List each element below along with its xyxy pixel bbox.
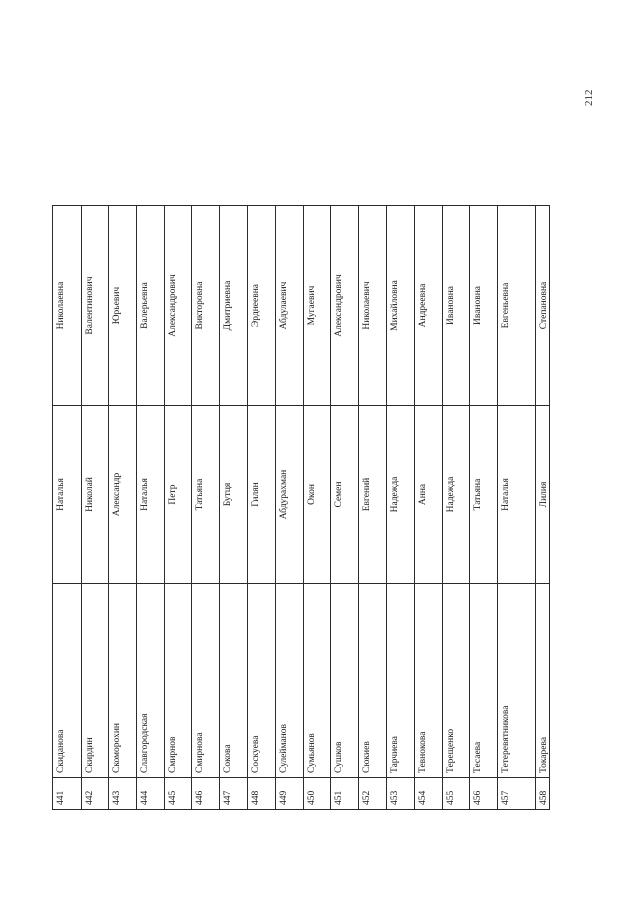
row-number: 454 [415,778,442,810]
last-name: Тесаева [470,584,497,778]
patronymic: Валентинович [82,205,108,406]
last-name: Сушков [331,584,358,778]
row-number: 448 [248,778,275,810]
table-row [497,205,535,810]
patronymic: Михайловна [387,205,414,406]
table-row [469,205,497,810]
table-row [164,205,191,810]
last-name: Сюкиев [359,584,386,778]
patronymic: Мугаевич [304,205,330,406]
patronymic: Эрднеевна [248,205,275,406]
patronymic: Викторовна [192,205,219,406]
first-name: Бутця [220,406,247,584]
table-row [136,205,164,810]
row-number: 450 [304,778,330,810]
patronymic: Степановна [536,205,549,406]
first-name: Татьяна [470,406,497,584]
row-number: 453 [387,778,414,810]
first-name: Евгений [359,406,386,584]
last-name: Соскуева [248,584,275,778]
patronymic: Андреевна [415,205,442,406]
patronymic: Дмитриевна [220,205,247,406]
table-row [275,205,303,810]
first-name: Наталья [53,406,81,584]
last-name: Токарева [536,584,549,778]
row-number: 444 [137,778,164,810]
table-row [81,205,108,810]
table-row [52,205,81,810]
row-number: 441 [53,778,81,810]
table-row [330,205,358,810]
first-name: Наталья [137,406,164,584]
patronymic: Ивановна [443,205,469,406]
patronymic: Николаевич [359,205,386,406]
row-number: 451 [331,778,358,810]
row-number: 446 [192,778,219,810]
table-row [303,205,330,810]
patronymic: Николаевна [53,205,81,406]
first-name: Анна [415,406,442,584]
last-name: Смирнова [192,584,219,778]
last-name: Терещенко [443,584,469,778]
first-name: Надежда [387,406,414,584]
last-name: Сулейманов [276,584,303,778]
table-row [442,205,469,810]
first-name: Лилия [536,406,549,584]
row-number: 457 [498,778,535,810]
row-number: 442 [82,778,108,810]
first-name: Абдурахман [276,406,303,584]
first-name: Семен [331,406,358,584]
first-name: Надежда [443,406,469,584]
last-name: Сокова [220,584,247,778]
table-row [358,205,386,810]
table-row [247,205,275,810]
first-name: Николай [82,406,108,584]
table-row [414,205,442,810]
last-name: Тетеревятникова [498,584,535,778]
row-number: 447 [220,778,247,810]
first-name: Татьяна [192,406,219,584]
table-row [108,205,136,810]
first-name: Александр [109,406,136,584]
row-number: 449 [276,778,303,810]
last-name: Скиданова [53,584,81,778]
last-name: Скирдин [82,584,108,778]
patronymic: Валерьевна [137,205,164,406]
row-number: 445 [165,778,191,810]
first-name: Окон [304,406,330,584]
last-name: Скоморохин [109,584,136,778]
patronymic: Александрович [165,205,191,406]
row-number: 443 [109,778,136,810]
table-container [52,205,562,810]
table-row [191,205,219,810]
patronymic: Евгеньевна [498,205,535,406]
first-name: Наталья [498,406,535,584]
row-number: 456 [470,778,497,810]
row-number: 455 [443,778,469,810]
last-name: Тарчиева [387,584,414,778]
patronymic: Юрьевич [109,205,136,406]
last-name: Славгородская [137,584,164,778]
table-row [219,205,247,810]
patronymic: Абдулаевич [276,205,303,406]
names-table [52,205,562,810]
page-number: 212 [583,89,595,107]
patronymic: Ивановна [470,205,497,406]
table-row [386,205,414,810]
last-name: Смирнов [165,584,191,778]
patronymic: Александрович [331,205,358,406]
first-name: Петр [165,406,191,584]
first-name: Гилян [248,406,275,584]
row-number: 452 [359,778,386,810]
row-number: 458 [536,778,549,810]
last-name: Сумьянов [304,584,330,778]
last-name: Тевнокова [415,584,442,778]
table-row [535,205,550,810]
